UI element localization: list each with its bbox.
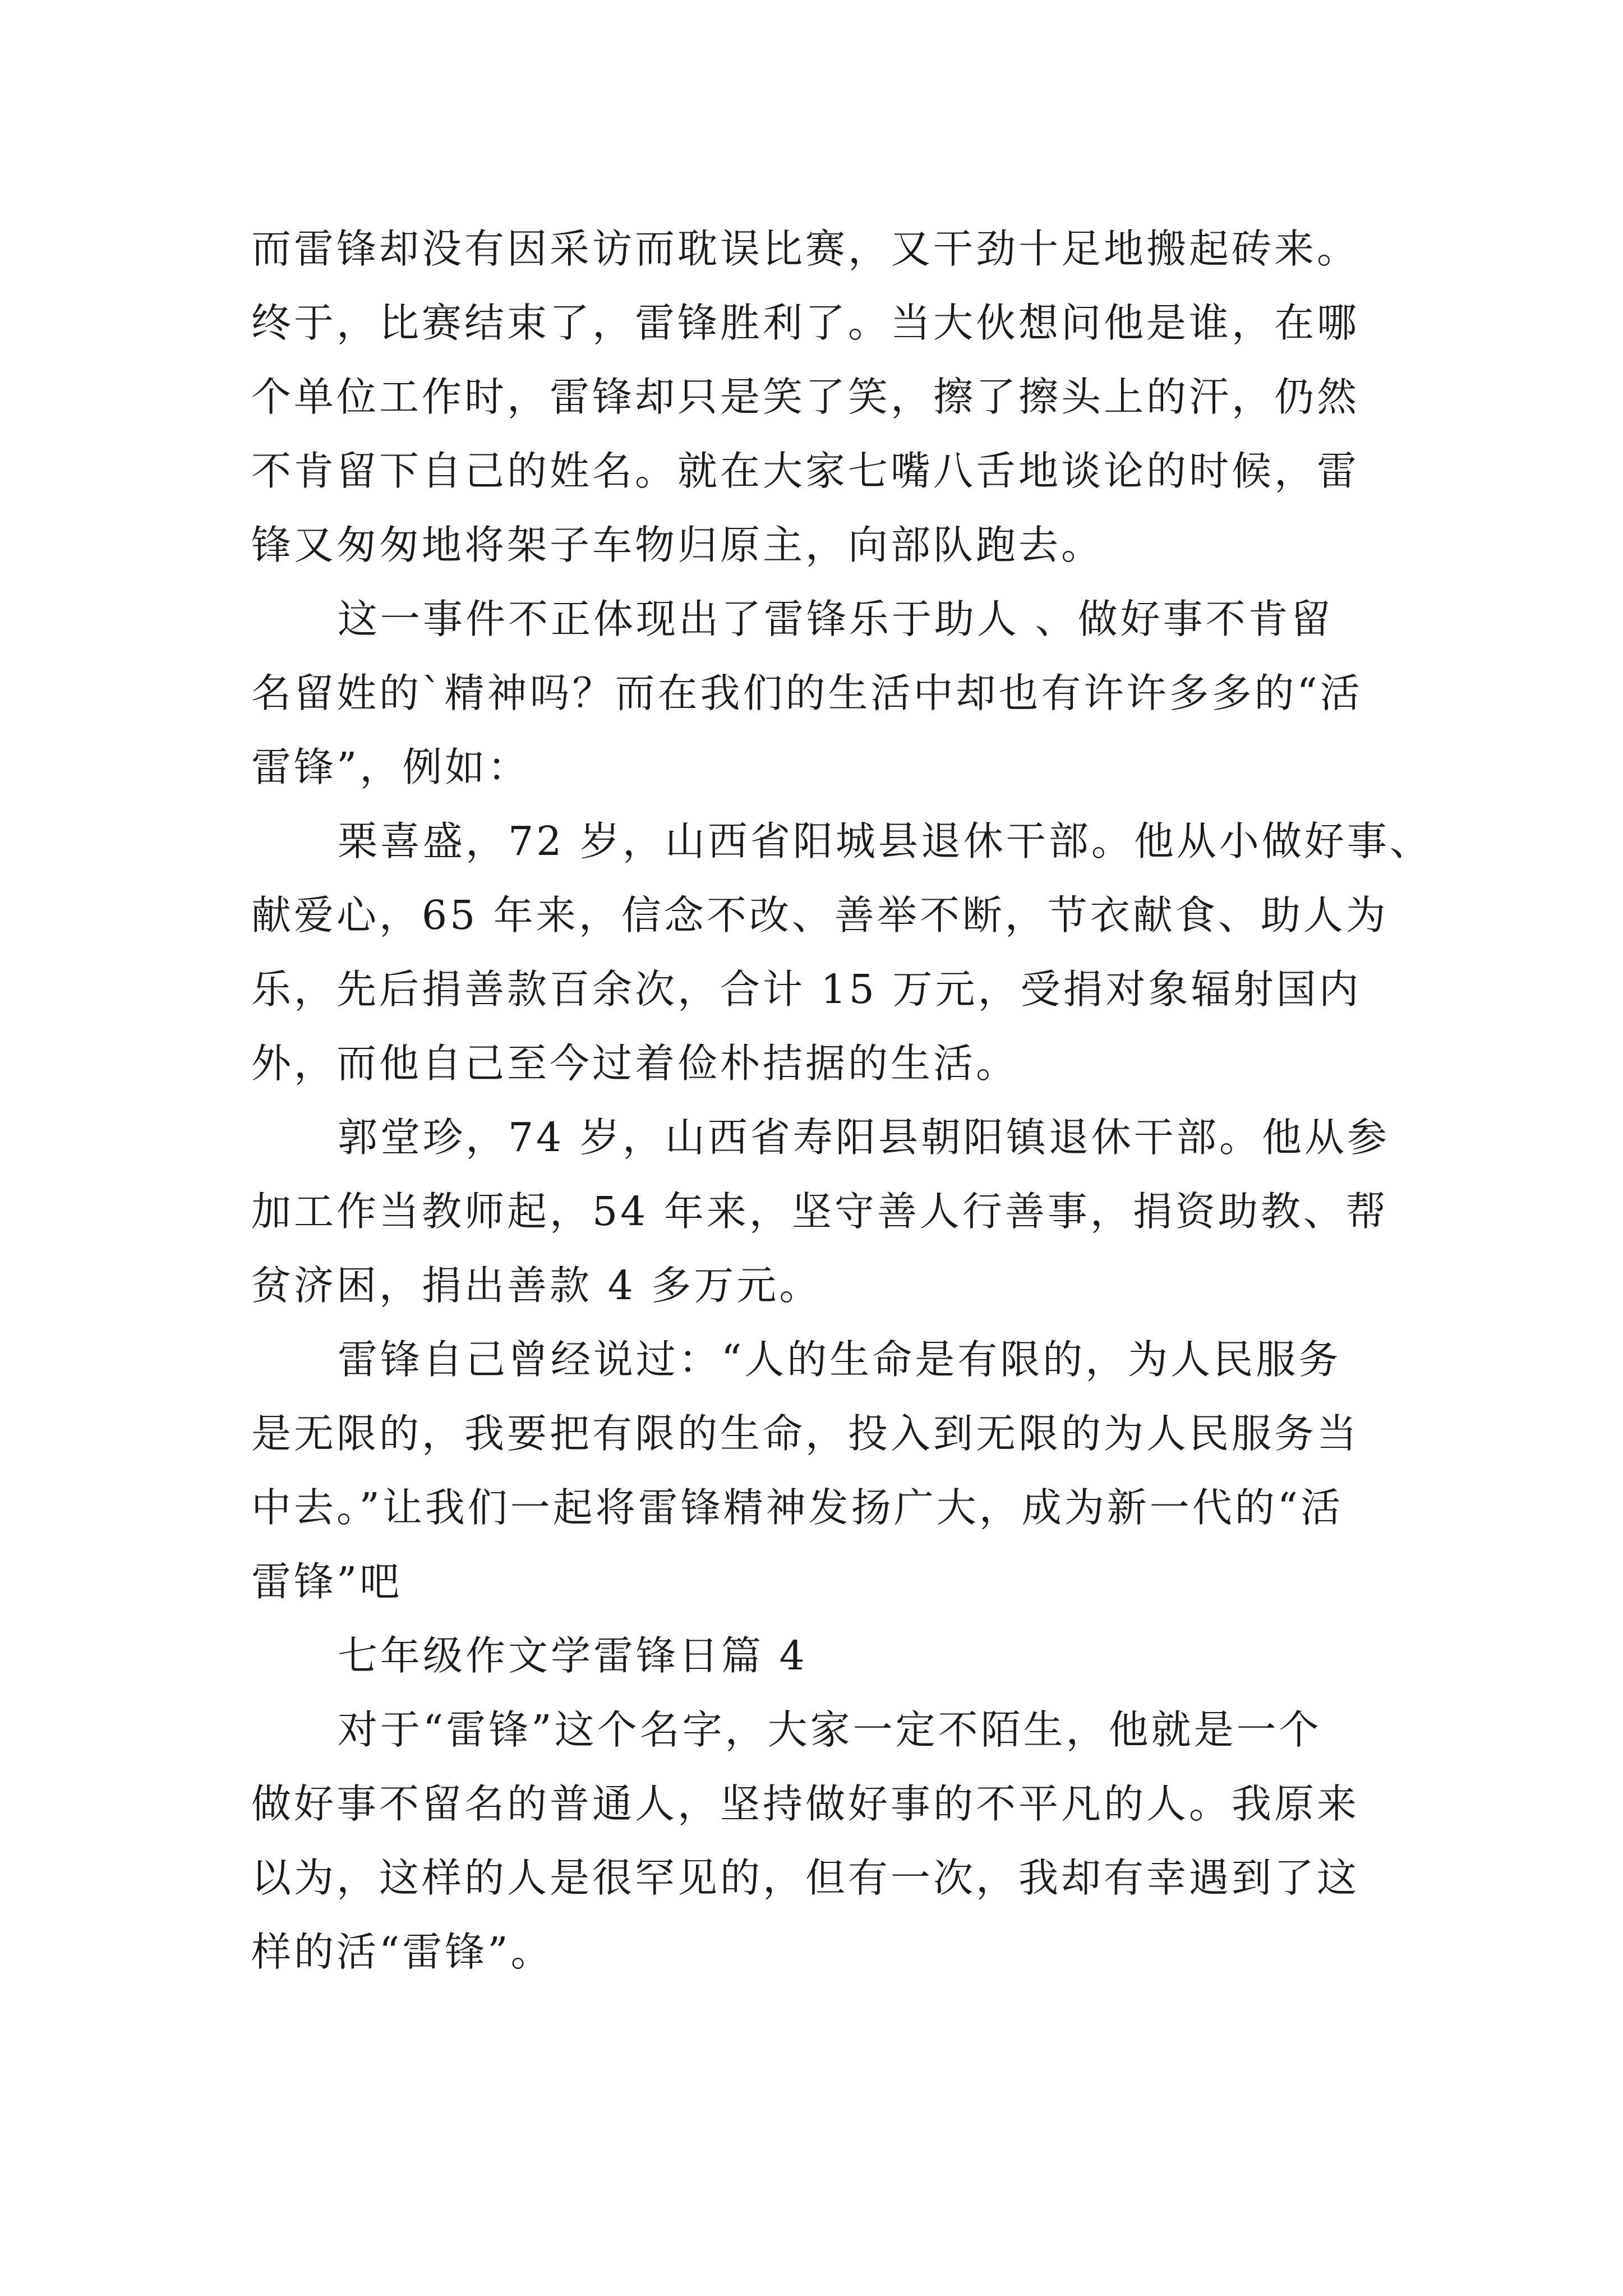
text-line: 外，而他自己至今过着俭朴拮据的生活。 xyxy=(251,1040,1019,1087)
text-line: 献爱心，65 年来，信念不改、善举不断，节衣献食、助人为 xyxy=(251,892,1389,938)
text-line: 贫济困，捐出善款 4 多万元。 xyxy=(251,1262,822,1309)
text-line: 乐，先后捐善款百余次，合计 15 万元，受捐对象辐射国内 xyxy=(251,966,1362,1013)
text-line: 雷锋”吧 xyxy=(251,1558,403,1605)
paragraph-first-line: 栗喜盛，72 岁，山西省阳城县退休干部。他从小做好事、 xyxy=(338,818,1432,864)
text-line: 加工作当教师起，54 年来，坚守善人行善事，捐资助教、帮 xyxy=(251,1188,1389,1235)
text-line: 个单位工作时，雷锋却只是笑了笑，擦了擦头上的汗，仍然 xyxy=(251,374,1360,420)
text-line: 以为，这样的人是很罕见的，但有一次，我却有幸遇到了这 xyxy=(251,1855,1360,1901)
text-line: 名留姓的`精神吗？而在我们的生活中却也有许许多多的“活 xyxy=(251,670,1363,716)
text-line: 做好事不留名的普通人，坚持做好事的不平凡的人。我原来 xyxy=(251,1780,1360,1827)
paragraph-first-line: 郭堂珍，74 岁，山西省寿阳县朝阳镇退休干部。他从参 xyxy=(338,1114,1390,1161)
section-heading: 七年级作文学雷锋日篇 4 xyxy=(338,1632,808,1679)
paragraph-first-line: 对于“雷锋”这个名字，大家一定不陌生，他就是一个 xyxy=(338,1706,1322,1753)
text-line: 中去。”让我们一起将雷锋精神发扬广大，成为新一代的“活 xyxy=(251,1484,1344,1531)
text-line: 是无限的，我要把有限的生命，投入到无限的为人民服务当 xyxy=(251,1410,1360,1457)
text-line: 不肯留下自己的姓名。就在大家七嘴八舌地谈论的时候，雷 xyxy=(251,448,1360,494)
paragraph-first-line: 雷锋自己曾经说过：“人的生命是有限的，为人民服务 xyxy=(338,1336,1341,1383)
text-line: 终于，比赛结束了，雷锋胜利了。当大伙想问他是谁，在哪 xyxy=(251,300,1360,346)
text-line: 雷锋”，例如： xyxy=(251,744,531,790)
paragraph-first-line: 这一事件不正体现出了雷锋乐于助人 、做好事不肯留 xyxy=(338,596,1334,642)
body-text xyxy=(251,212,1432,1989)
text-line: 样的活“雷锋”。 xyxy=(251,1929,554,1975)
text-line: 而雷锋却没有因采访而耽误比赛，又干劲十足地搬起砖来。 xyxy=(251,226,1360,272)
text-line: 锋又匆匆地将架子车物归原主，向部队跑去。 xyxy=(251,522,1104,568)
